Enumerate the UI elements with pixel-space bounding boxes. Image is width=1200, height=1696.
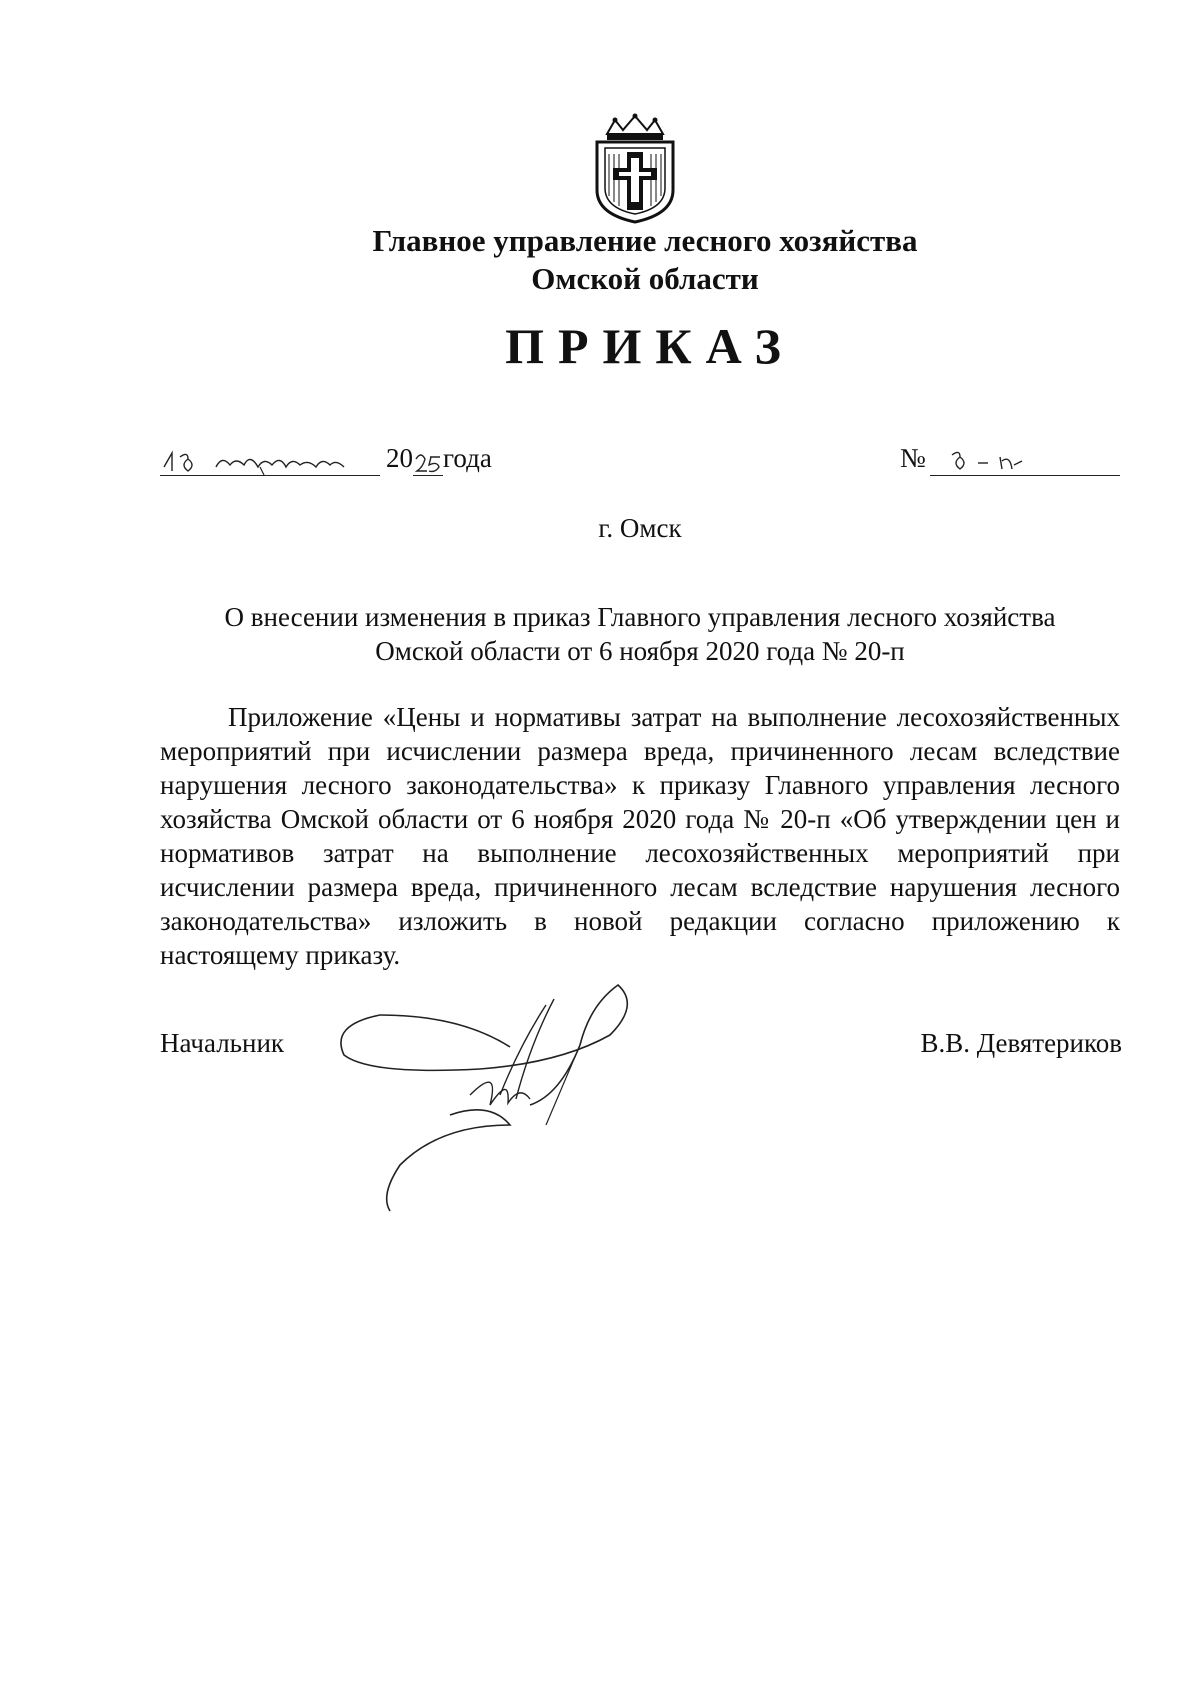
organization-name-line1: Главное управление лесного хозяйства	[372, 223, 918, 258]
document-type-title: ПРИКАЗ	[505, 318, 795, 374]
organization-name-line2: Омской области	[531, 261, 759, 296]
order-date	[160, 440, 492, 480]
handwritten-signature-icon	[340, 975, 680, 1215]
coat-of-arms-icon	[587, 112, 683, 224]
order-body-paragraph: Приложение «Цены и нормативы затрат на выполнение лесохозяйственных мероприятий при исчислении размера вреда, причиненного лесам вследствие нарушения лесного законодательства» к приказу Главного управления лесного хозяйства Омской области от 6 ноября 2020 года № 20-п «Об утверждении цен и нормативов затрат на выполнение лесохозяйственных мероприятий при исчислении размера вреда, причиненного лесам вследствие нарушения лесного законодательства» изложить в новой редакции согласно приложению к настоящему приказу.	[160, 702, 1120, 970]
subject-line2: Омской области от 6 ноября 2020 года № 20-п	[375, 636, 905, 666]
signer-position: Начальник	[160, 1028, 285, 1058]
order-number	[900, 440, 1120, 476]
handwritten-date	[160, 443, 380, 476]
signer-name: В.В. Девятериков	[920, 1028, 1122, 1058]
handwritten-year	[413, 443, 443, 476]
year-prefix: 20	[386, 443, 413, 473]
city-name: г. Омск	[598, 513, 682, 543]
year-suffix: года	[443, 443, 492, 473]
order-subject	[170, 600, 1110, 668]
handwritten-number	[930, 443, 1120, 476]
subject-line1: О внесении изменения в приказ Главного управления лесного хозяйства	[224, 602, 1056, 632]
number-label: №	[900, 443, 926, 473]
